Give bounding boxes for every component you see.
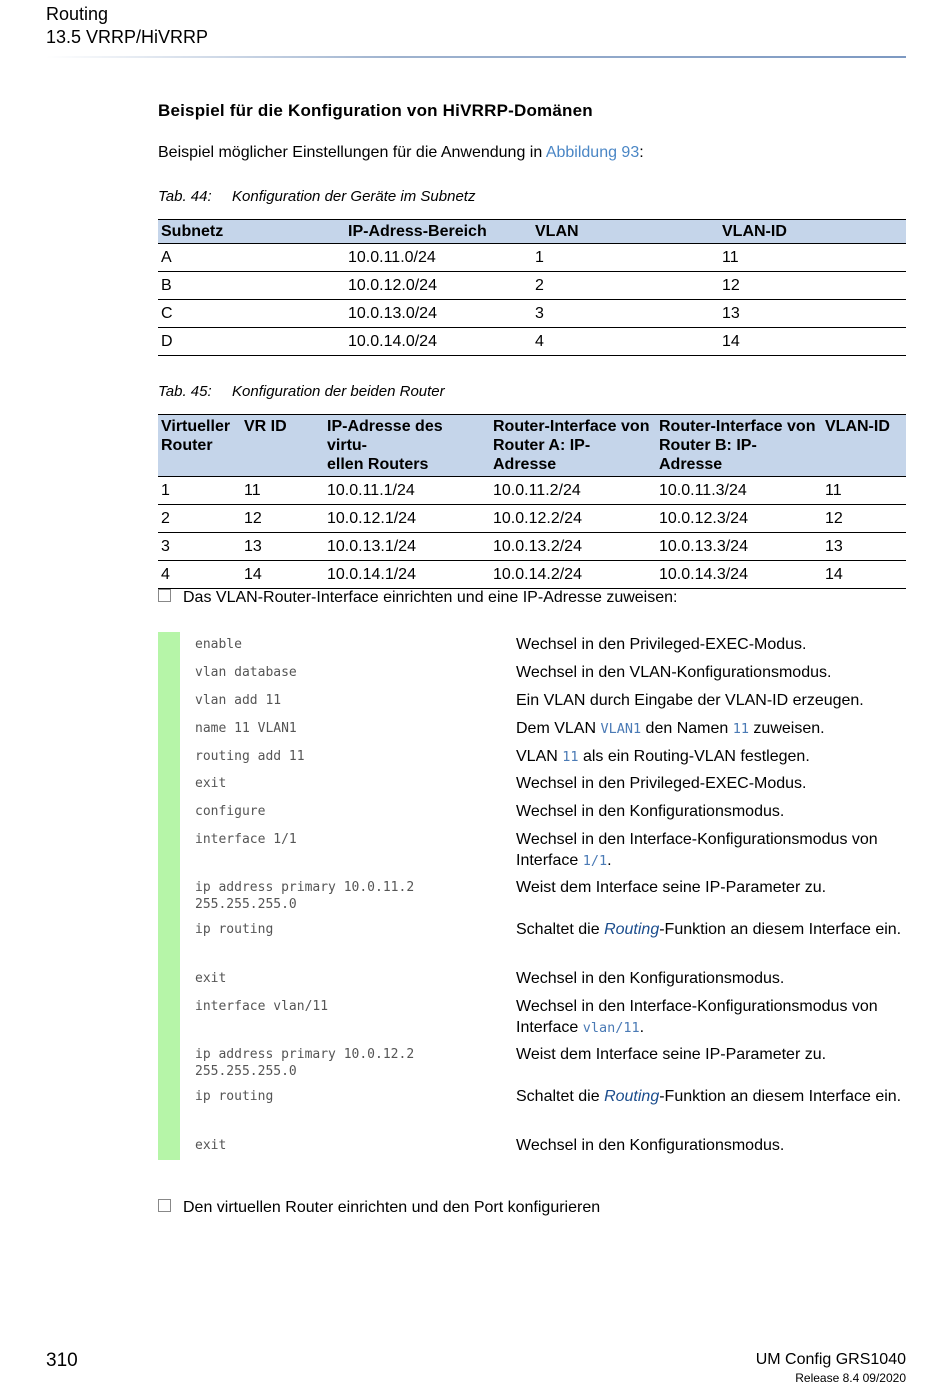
cli-command bbox=[195, 636, 242, 653]
column-header-line: ellen Routers bbox=[327, 456, 429, 473]
table-cell: 10.0.11.1/24 bbox=[324, 477, 490, 505]
inline-code: 11 bbox=[562, 749, 579, 765]
column-header bbox=[241, 415, 324, 477]
document-title: UM Config GRS1040 bbox=[755, 1351, 906, 1368]
table-row bbox=[158, 272, 906, 300]
description-text: Weist dem Interface seine IP-Parameter zu. bbox=[516, 1046, 827, 1063]
column-header-line: VR ID bbox=[244, 418, 287, 435]
cli-command-line: ip address primary 10.0.11.2 bbox=[195, 880, 415, 895]
table-cell: 12 bbox=[719, 272, 906, 300]
emphasis-text: Routing bbox=[604, 1088, 660, 1105]
description-text: Wechsel in den Konfigurationsmodus. bbox=[516, 970, 785, 987]
checkbox-icon bbox=[158, 589, 171, 602]
table-row bbox=[158, 533, 906, 561]
table-cell: 11 bbox=[241, 477, 324, 505]
cli-command bbox=[195, 720, 297, 737]
table-cell: 10.0.12.1/24 bbox=[324, 505, 490, 533]
cli-command bbox=[195, 1046, 414, 1080]
column-header-line: Router bbox=[161, 437, 213, 454]
column-header: IP-Adress-Bereich bbox=[345, 220, 532, 244]
description-text: Wechsel in den Privileged-EXEC-Modus. bbox=[516, 775, 807, 792]
cli-command-line: vlan database bbox=[195, 665, 297, 680]
column-header bbox=[324, 415, 490, 477]
cli-command-line: 255.255.255.0 bbox=[195, 897, 297, 912]
description-text: Wechsel in den VLAN-Konfigurationsmodus. bbox=[516, 664, 832, 681]
command-description bbox=[516, 662, 908, 683]
cli-command-line: ip routing bbox=[195, 922, 274, 937]
intro-text: Beispiel möglicher Einstellungen für die Anwendung in bbox=[158, 144, 546, 161]
cli-command bbox=[195, 1137, 226, 1154]
description-text: . bbox=[607, 852, 612, 869]
command-description bbox=[516, 829, 908, 872]
table-cell: 10.0.11.2/24 bbox=[490, 477, 656, 505]
emphasis-text: Routing bbox=[604, 921, 660, 938]
cli-command-line: 255.255.255.0 bbox=[195, 1064, 297, 1079]
command-description bbox=[516, 1086, 908, 1107]
table-cell: 14 bbox=[719, 328, 906, 356]
figure-link[interactable]: Abbildung 93 bbox=[545, 144, 640, 161]
router-table bbox=[158, 414, 906, 589]
cli-command-line: ip address primary 10.0.12.2 bbox=[195, 1047, 415, 1062]
column-header-line: Router-Interface von bbox=[493, 418, 650, 435]
table-cell: 10.0.12.2/24 bbox=[490, 505, 656, 533]
cli-command bbox=[195, 970, 226, 987]
table-cell: 11 bbox=[822, 477, 906, 505]
cli-command bbox=[195, 879, 414, 913]
table-cell: 11 bbox=[719, 244, 906, 272]
description-text: den Namen bbox=[641, 720, 733, 737]
cli-command-line: ip routing bbox=[195, 1089, 274, 1104]
description-text: Ein VLAN durch Eingabe der VLAN-ID erzeugen. bbox=[516, 692, 864, 709]
description-text: VLAN bbox=[516, 748, 563, 765]
cli-command-line: interface 1/1 bbox=[195, 832, 297, 847]
table-cell: 10.0.14.3/24 bbox=[656, 561, 822, 589]
table44-caption bbox=[158, 188, 475, 205]
column-header-line: VLAN-ID bbox=[825, 418, 890, 435]
table-cell: 13 bbox=[719, 300, 906, 328]
table-cell: D bbox=[158, 328, 345, 356]
cli-command bbox=[195, 775, 226, 792]
command-description bbox=[516, 801, 908, 822]
table44-caption-text: Konfiguration der Geräte im Subnetz bbox=[232, 188, 476, 205]
table-cell: 10.0.14.2/24 bbox=[490, 561, 656, 589]
table-cell: 14 bbox=[822, 561, 906, 589]
description-text: zuweisen. bbox=[748, 720, 825, 737]
table-cell: 2 bbox=[532, 272, 719, 300]
cli-command bbox=[195, 803, 265, 820]
cli-command bbox=[195, 998, 328, 1015]
cli-command-line: exit bbox=[195, 971, 227, 986]
table-row bbox=[158, 477, 906, 505]
command-description bbox=[516, 773, 908, 794]
column-header-line: Router B: IP-Adresse bbox=[659, 437, 757, 473]
table-cell: 10.0.13.3/24 bbox=[656, 533, 822, 561]
release-info: Release 8.4 09/2020 bbox=[795, 1371, 906, 1385]
description-text: Wechsel in den Konfigurationsmodus. bbox=[516, 803, 785, 820]
header-rule bbox=[46, 56, 906, 58]
step-text: Den virtuellen Router einrichten und den Port konfigurieren bbox=[183, 1199, 601, 1216]
cli-command-line: configure bbox=[195, 804, 266, 819]
table-cell: 12 bbox=[241, 505, 324, 533]
step-vlan-router bbox=[158, 589, 677, 607]
cli-command-line: routing add 11 bbox=[195, 749, 305, 764]
table-cell: 12 bbox=[822, 505, 906, 533]
command-description bbox=[516, 919, 908, 940]
cli-command bbox=[195, 692, 281, 709]
column-header bbox=[158, 415, 241, 477]
intro-suffix: : bbox=[639, 144, 644, 161]
table-cell: 14 bbox=[241, 561, 324, 589]
inline-code: vlan/11 bbox=[582, 1020, 640, 1036]
command-description bbox=[516, 1044, 908, 1065]
cli-command-line: exit bbox=[195, 1138, 227, 1153]
description-text: Wechsel in den Konfigurationsmodus. bbox=[516, 1137, 785, 1154]
table-cell: 3 bbox=[158, 533, 241, 561]
step-virtual-router bbox=[158, 1199, 600, 1217]
table-cell: 10.0.13.0/24 bbox=[345, 300, 532, 328]
table-row bbox=[158, 300, 906, 328]
page-number: 310 bbox=[46, 1350, 78, 1371]
column-header bbox=[656, 415, 822, 477]
table-cell: 10.0.11.3/24 bbox=[656, 477, 822, 505]
table-cell: 10.0.11.0/24 bbox=[345, 244, 532, 272]
description-text: Dem VLAN bbox=[516, 720, 601, 737]
table-cell: 1 bbox=[158, 477, 241, 505]
section-heading: Beispiel für die Konfiguration von HiVRRP-Domänen bbox=[158, 101, 593, 120]
table-row bbox=[158, 505, 906, 533]
table-cell: A bbox=[158, 244, 345, 272]
table-cell: 4 bbox=[532, 328, 719, 356]
table-row bbox=[158, 244, 906, 272]
table44-caption-number: Tab. 44: bbox=[158, 188, 212, 205]
table-cell: 10.0.14.1/24 bbox=[324, 561, 490, 589]
inline-code: 11 bbox=[732, 721, 749, 737]
cli-command bbox=[195, 748, 305, 765]
cli-command-line: vlan add 11 bbox=[195, 693, 282, 708]
cli-command-line: enable bbox=[195, 637, 242, 652]
description-text: Schaltet die bbox=[516, 1088, 605, 1105]
command-description bbox=[516, 746, 908, 768]
cli-command-line: interface vlan/11 bbox=[195, 999, 329, 1014]
table-cell: 10.0.13.1/24 bbox=[324, 533, 490, 561]
command-block-bar bbox=[158, 632, 180, 1160]
column-header: VLAN-ID bbox=[719, 220, 906, 244]
table-cell: B bbox=[158, 272, 345, 300]
description-text: -Funktion an diesem Interface ein. bbox=[659, 921, 902, 938]
description-text: . bbox=[639, 1019, 645, 1036]
table45-caption-text: Konfiguration der beiden Router bbox=[232, 383, 445, 400]
checkbox-icon bbox=[158, 1199, 171, 1212]
description-text: -Funktion an diesem Interface ein. bbox=[659, 1088, 902, 1105]
table45-caption bbox=[158, 383, 445, 400]
column-header-line: IP-Adresse des virtu- bbox=[327, 418, 443, 454]
cli-command-line: exit bbox=[195, 776, 227, 791]
chapter-title: Routing bbox=[46, 4, 109, 24]
cli-command-line: name 11 VLAN1 bbox=[195, 721, 297, 736]
command-description bbox=[516, 718, 908, 740]
table-row bbox=[158, 328, 906, 356]
command-description bbox=[516, 996, 908, 1039]
step-text: Das VLAN-Router-Interface einrichten und eine IP-Adresse zuweisen: bbox=[183, 589, 678, 606]
column-header bbox=[490, 415, 656, 477]
column-header bbox=[822, 415, 906, 477]
cli-command bbox=[195, 921, 273, 938]
table-cell: 10.0.14.0/24 bbox=[345, 328, 532, 356]
table45-caption-number: Tab. 45: bbox=[158, 383, 212, 400]
table-cell: 4 bbox=[158, 561, 241, 589]
section-title: 13.5 VRRP/HiVRRP bbox=[46, 27, 209, 47]
column-header-line: Router-Interface von bbox=[659, 418, 816, 435]
table-cell: 10.0.12.0/24 bbox=[345, 272, 532, 300]
table-cell: 13 bbox=[822, 533, 906, 561]
column-header: VLAN bbox=[532, 220, 719, 244]
table-cell: C bbox=[158, 300, 345, 328]
description-text: Weist dem Interface seine IP-Parameter zu. bbox=[516, 879, 827, 896]
command-description bbox=[516, 634, 908, 655]
description-text: Wechsel in den Interface-Konfigurationsmodus von Interface bbox=[516, 998, 878, 1036]
inline-code: 1/1 bbox=[582, 853, 608, 869]
command-description bbox=[516, 690, 908, 711]
subnet-table bbox=[158, 219, 906, 356]
table-cell: 10.0.13.2/24 bbox=[490, 533, 656, 561]
inline-code: VLAN1 bbox=[600, 721, 642, 737]
table-cell: 2 bbox=[158, 505, 241, 533]
description-text: Wechsel in den Interface-Konfigurationsmodus von Interface bbox=[516, 831, 878, 869]
description-text: Schaltet die bbox=[516, 921, 605, 938]
table-cell: 10.0.12.3/24 bbox=[656, 505, 822, 533]
description-text: Wechsel in den Privileged-EXEC-Modus. bbox=[516, 636, 807, 653]
column-header-line: Virtueller bbox=[161, 418, 231, 435]
table-cell: 13 bbox=[241, 533, 324, 561]
column-header-line: Router A: IP-Adresse bbox=[493, 437, 591, 473]
cli-command bbox=[195, 831, 297, 848]
intro-paragraph bbox=[158, 144, 644, 162]
command-description bbox=[516, 1135, 908, 1156]
command-description bbox=[516, 968, 908, 989]
table-row bbox=[158, 561, 906, 589]
description-text: als ein Routing-VLAN festlegen. bbox=[578, 748, 810, 765]
column-header: Subnetz bbox=[158, 220, 345, 244]
cli-command bbox=[195, 664, 297, 681]
cli-command bbox=[195, 1088, 273, 1105]
table-cell: 1 bbox=[532, 244, 719, 272]
table-cell: 3 bbox=[532, 300, 719, 328]
command-description bbox=[516, 877, 908, 898]
